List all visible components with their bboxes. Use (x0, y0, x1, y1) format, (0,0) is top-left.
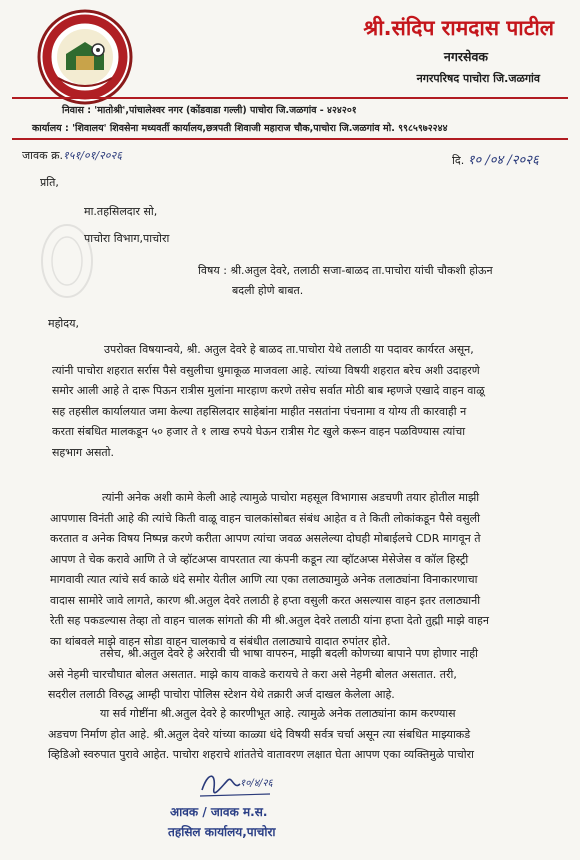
designation: नगरसेवक (443, 49, 488, 64)
handwritten-signature (196, 766, 286, 806)
paragraph-line: का थांबवले माझे वाहन सोडा वाहन चालकाचे व संबंधीत तलाठ्याचे वादात रुपांतर होते. (50, 634, 391, 648)
councillor-name: श्री.संदिप रामदास पाटील (363, 16, 554, 40)
paragraph-line: अडचण निर्माण होत आहे. श्री.अतुल देवरे यांच्या काळ्या धंदे विषयी सर्वत्र चर्चा असून त्या संबधित माझ्याकडे (48, 727, 471, 741)
paragraph-line: असे नेहमी चारचौघात बोलत असतात. माझे काय वाकडे करायचे ते करा असे नेहमी बोलत असतात. तरी, (48, 667, 457, 681)
paragraph-1 (52, 340, 485, 463)
signature-date: १०/४/२६ (240, 778, 273, 789)
paragraph-line: आपण ते चेक करावे आणि ते जे व्हॉटअप्स वापरतात त्या कंपनी कडून त्या व्हॉटअप्स मेसेजेस व कॉल हिस्ट्री (50, 552, 469, 566)
paragraph-line: सह तहसील कार्यालयात जमा केल्या तहसिलदार साहेबांना माहीत नसतांना पंचनामा व योग्य ती कारवाही न (52, 404, 467, 418)
paragraph-line: करतात व अनेक विषय निष्पन्न करणे करीता आपण त्यांचा जवळ असलेल्या दोघही मोबाईलचे CDR मागवून ते (50, 532, 481, 545)
subject-line-1: विषय : श्री.अतुल देवरे, तलाठी सजा-बाळद ता.पाचोरा यांची चौकशी होऊन (198, 264, 493, 277)
paragraph-line: उपरोक्त विषयान्वये, श्री. अतुल देवरे हे बाळद ता.पाचोरा येथे तलाठी या पदावर कार्यरत असून, (104, 343, 474, 356)
outward-value: १५१/०१/२०२६ (63, 149, 122, 162)
paragraph-line: करता संबधित मालकडून ५० हजार ते १ लाख रुपये घेऊन रात्रीस गेट खुले करून वाहन पळविण्यास त्यांचा (52, 425, 466, 438)
outward-label: जावक क्र. (22, 149, 64, 162)
paragraph-line: त्यांनी अनेक अशी कामे केली आहे त्यामुळे पाचोरा महसूल विभागास अडचणी तयार होतील माझी (102, 491, 480, 504)
date-value: १० /०४ /२०२६ (467, 153, 539, 168)
paragraph-line: तसेच, श्री.अतुल देवरे हे अरेरावी ची भाषा वापरुन, माझी बदली कोणच्या बापाने पण होणार नाही (100, 647, 478, 660)
paragraph-3 (48, 644, 478, 706)
date-label: दि. (452, 154, 465, 167)
header-rule-top (12, 97, 568, 99)
office-address: कार्यालय : 'शिवालय' शिवसेना मध्यवर्ती कार्यालय,छत्रपती शिवाजी महाराज चौक,पाचोरा जि.जळगांव मो. ९९८५९७२२४४ (32, 123, 448, 134)
paragraph-line: मागवावी त्यात त्यांचे सर्व काळे धंदे समोर येतील आणि त्या एका तलाठ्यामुळे अनेक तलाठ्यांना विनाकारणाचा (50, 573, 478, 586)
subject-line-2: बदली होणे बाबत. (232, 284, 304, 297)
stamp-line-1: आवक / जावक म.स. (170, 805, 268, 819)
paragraph-line: या सर्व गोष्टींना श्री.अतुल देवरे हे कारणीभूत आहे. त्यामुळे अनेक तलाठ्यांना काम करण्यास (100, 707, 456, 720)
paragraph-line: व्हिडिओ स्वरुपात पुरावे आहेत. पाचोरा शहराचे शांततेचे वातावरण लक्षात घेता आपण एका व्यक्तिमुळे पाचोरा (48, 748, 474, 761)
paragraph-2 (50, 488, 489, 652)
municipal-council-logo (36, 8, 134, 106)
prati-line: प्रति, (40, 176, 59, 189)
letter-date (452, 150, 539, 168)
paragraph-line: समोर आली आहे ते दारू पिऊन रात्रीस मुलांना मारहाण करणे तसेच सर्वात मोठी बाब म्हणजे एखादे वाहन वाळू (52, 384, 485, 397)
stamp-line-2: तहसिल कार्यालय,पाचोरा (168, 825, 276, 839)
paragraph-line: रेती सह पकडल्यास तेव्हा तो वाहन चालक सांगतो की मी श्री.अतुल देवरे तलाठी यांना हप्ता देतो तुह्मी माझे वाहन (50, 614, 489, 627)
addressee-line-2: पाचोरा विभाग,पाचोरा (84, 232, 170, 245)
salutation: महोदय, (48, 317, 79, 330)
paragraph-line: आपणास विनंती आहे की त्यांचे किती वाळू वाहन चालकांसोबत संबंध आहेत व ते किती लोकांकडून पैसे वसुली (50, 511, 480, 525)
paragraph-line: त्यांनी पाचोरा शहरात सर्रास पैसे वसुलीचा धुमाकूळ माजवला आहे. त्यांच्या विषयी शहरात बरेच अशी उदाहरणे (52, 363, 480, 377)
paragraph-line: सदरील तलाठी विरुद्ध आम्ही पाचोरा पोलिस स्टेशन येथे तक्रारी अर्ज दाखल केलेला आहे. (48, 688, 395, 701)
council-name: नगरपरिषद पाचोरा जि.जळगांव (416, 72, 540, 85)
paragraph-line: वादास सामोरे जावे लागते, कारण श्री.अतुल देवरे तलाठी हे हप्ता वसुली करत असल्यास वाहन इतर तलाठ्यानी (50, 593, 481, 607)
addressee-line-1: मा.तहसिलदार सो, (84, 205, 158, 218)
paragraph-line: सहभाग असतो. (52, 445, 115, 459)
header-rule-bottom (12, 138, 568, 140)
residence-address: निवास : 'मातोश्री',पांचालेश्वर नगर (कोंडवाडा गल्ली) पाचोरा जि.जळगांव - ४२४२०१ (62, 105, 357, 116)
paragraph-4 (48, 704, 474, 766)
outward-number (22, 148, 122, 163)
